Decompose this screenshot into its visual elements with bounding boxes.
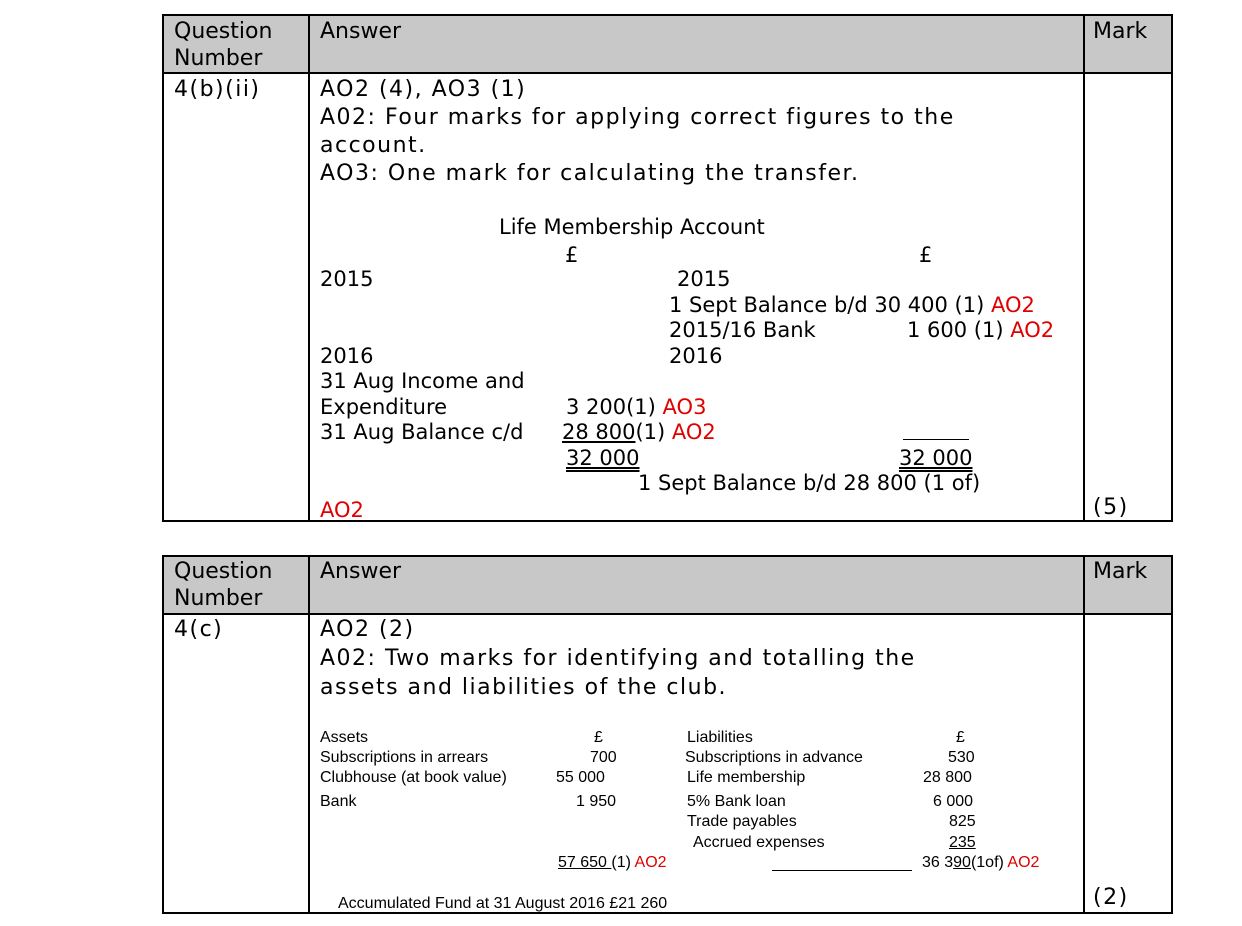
year-debit-2016: 2016: [320, 344, 374, 368]
ao-code: AO2: [634, 854, 667, 871]
credit-row-bank: 2015/16 Bank: [669, 318, 816, 342]
assets-pound: £: [594, 729, 603, 746]
ao-code: AO2: [1010, 318, 1055, 342]
assets-total: [558, 853, 667, 873]
credit-subtotal-rule: [903, 439, 969, 440]
ao2-description-cont: assets and liabilities of the club.: [320, 675, 728, 700]
ao-code: AO2: [1007, 854, 1040, 871]
asset-label: Clubhouse (at book value): [320, 769, 507, 786]
liability-label: Accrued expenses: [693, 834, 825, 851]
liability-label: 5% Bank loan: [687, 793, 786, 810]
accumulated-fund: Accumulated Fund at 31 August 2016 £21 260: [338, 895, 668, 912]
asset-value: 700: [590, 749, 617, 766]
debit-row-income-line1: 31 Aug Income and: [320, 369, 525, 393]
header-question-line1: Question: [174, 559, 273, 584]
liability-label: Trade payables: [687, 813, 797, 830]
liability-value: 235: [949, 834, 976, 851]
ao-code: AO3: [662, 395, 707, 419]
table-header: [164, 16, 1171, 74]
asset-label: Subscriptions in arrears: [320, 749, 489, 766]
assets-total-mark: (1): [611, 854, 635, 871]
balance-cd-amount: [562, 419, 716, 445]
ao-code: AO2: [990, 293, 1035, 317]
header-mark: Mark: [1093, 19, 1148, 44]
liability-value: 6 000: [933, 793, 974, 810]
income-amount: [566, 394, 706, 420]
year-credit-2015: 2015: [677, 267, 731, 291]
credit-row-balance-bd: [669, 292, 1035, 318]
ao3-description: AO3: One mark for calculating the transfer.: [320, 161, 860, 186]
pound-symbol-left: £: [565, 243, 579, 267]
liabilities-total: [922, 853, 1039, 873]
asset-value: 55 000: [556, 769, 605, 786]
ao2-description: A02: Four marks for applying correct figures to the: [320, 105, 955, 130]
header-question-line2: Number: [174, 46, 263, 71]
liabilities-heading: Liabilities: [687, 729, 753, 746]
ao2-description: A02: Two marks for identifying and totalling the: [320, 646, 916, 671]
mark-total: (2): [1093, 885, 1129, 910]
asset-label: Bank: [320, 793, 357, 810]
column-divider: [1083, 557, 1085, 912]
mark-total: (5): [1093, 495, 1129, 520]
header-answer: Answer: [320, 19, 402, 44]
year-credit-2016: 2016: [669, 344, 723, 368]
table-header: [164, 557, 1171, 615]
debit-row-income-line2: Expenditure: [320, 395, 448, 419]
header-mark: Mark: [1093, 559, 1148, 584]
credit-row-bank-amount: [907, 317, 1054, 343]
liabilities-rule: [772, 870, 912, 871]
header-question-line1: Question: [174, 19, 273, 44]
liability-value: 28 800: [923, 769, 972, 786]
ao-allocation: AO2 (2): [320, 617, 415, 642]
credit-total: 32 000: [899, 446, 973, 470]
debit-total: 32 000: [566, 446, 640, 470]
year-debit-2015: 2015: [320, 267, 374, 291]
mark-scheme-table-4c: [162, 555, 1173, 914]
asset-value: 1 950: [576, 793, 617, 810]
header-answer: Answer: [320, 559, 402, 584]
liabilities-pound: £: [956, 729, 965, 746]
question-number: 4(c): [174, 617, 224, 642]
mark-scheme-table-4b-ii: [162, 14, 1173, 522]
ao-allocation: AO2 (4), AO3 (1): [320, 77, 527, 102]
liabilities-total-mark: (1of): [970, 854, 1008, 871]
question-number: 4(b)(ii): [174, 77, 261, 102]
liabilities-total-part1: 36 3: [922, 854, 954, 871]
income-value: 3 200(1): [566, 395, 663, 419]
ao-code: AO2: [320, 498, 364, 522]
closing-balance-bd: 1 Sept Balance b/d 28 800 (1 of): [638, 471, 981, 495]
bank-amount: 1 600 (1): [907, 318, 1011, 342]
credit-row-balance-bd-text: 1 Sept Balance b/d 30 400 (1): [669, 293, 991, 317]
column-divider: [308, 557, 310, 912]
assets-total-value: 57 650: [558, 854, 612, 871]
pound-symbol-right: £: [919, 243, 933, 267]
liability-value: 530: [948, 749, 975, 766]
column-divider: [308, 16, 310, 520]
debit-row-balance-cd: 31 Aug Balance c/d: [320, 420, 524, 444]
ao-code: AO2: [671, 420, 716, 444]
liabilities-total-part2: 90: [953, 854, 971, 871]
assets-heading: Assets: [320, 729, 369, 746]
liability-label: Subscriptions in advance: [685, 749, 863, 766]
liability-label: Life membership: [687, 769, 806, 786]
ao2-description-cont: account.: [320, 133, 427, 158]
header-question-line2: Number: [174, 586, 263, 611]
account-title: Life Membership Account: [499, 215, 765, 239]
column-divider: [1083, 16, 1085, 520]
liability-value: 825: [949, 813, 976, 830]
balance-cd-value: 28 800: [562, 420, 636, 444]
balance-cd-mark: (1): [635, 420, 672, 444]
